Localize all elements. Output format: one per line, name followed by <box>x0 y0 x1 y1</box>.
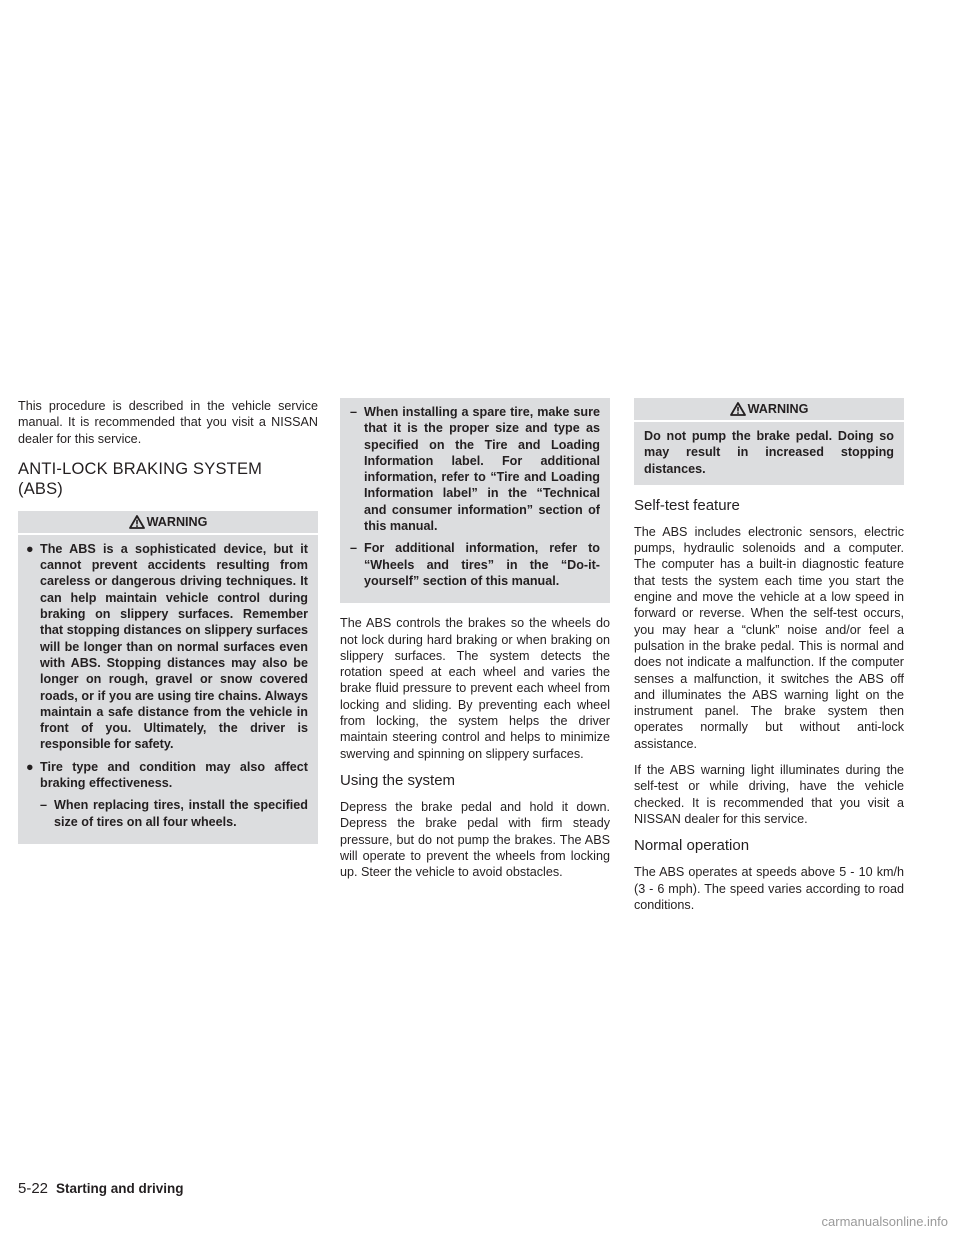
page-footer <box>18 1180 184 1197</box>
section-title-line2: (ABS) <box>18 479 64 498</box>
subheading-normal-operation: Normal operation <box>634 837 750 855</box>
warning-triangle-icon <box>730 402 746 416</box>
warning-dash-3-text: For additional information, refer to “Wheels and tires” in the “Do-it-yourself” section of this manual. <box>364 541 600 588</box>
dash-mark: – <box>350 541 358 556</box>
warning-box-abs <box>18 511 318 844</box>
using-system-paragraph: Depress the brake pedal and hold it down. Depress the brake pedal with firm steady pressure, but do not pump the brakes. The ABS will operate to prevent the wheels from locking up. Steer the vehicle to avoid obstacles. <box>340 799 610 880</box>
warning-dash-3 <box>340 540 610 589</box>
bullet-mark: ● <box>26 541 34 556</box>
dash-mark: – <box>40 798 48 813</box>
column-middle <box>340 398 610 890</box>
warning-box-continued <box>340 398 610 603</box>
page-number: 5-22 <box>18 1180 49 1197</box>
warning-dash-1 <box>18 797 318 830</box>
section-title <box>18 459 318 499</box>
section-title-line1: ANTI-LOCK BRAKING SYSTEM <box>18 459 263 478</box>
watermark: carmanualsonline.info <box>821 1214 948 1229</box>
warning-pump-text: Do not pump the brake pedal. Doing so may result in increased stopping distances. <box>644 429 894 476</box>
warning-bullet-1 <box>18 541 318 753</box>
warning-box-pump <box>634 398 904 485</box>
warning-dash-2 <box>340 404 610 534</box>
footer-section-title: Starting and driving <box>56 1181 184 1196</box>
warning-dash-2-text: When installing a spare tire, make sure that it is the proper size and type as specified on the Tire and Loading Information label. For additional information, refer to “Tire and Loading Information label” in the “Technical and consumer information” section of this manual. <box>364 405 600 534</box>
warning-label: WARNING <box>146 514 208 529</box>
warning-label: WARNING <box>747 402 809 416</box>
warning-bullet-2-text: Tire type and condition may also affect braking effectiveness. <box>40 759 308 791</box>
abs-control-paragraph: The ABS controls the brakes so the wheels do not lock during hard braking or when braking on slippery surfaces. The system detects the rotation speed at each wheel and varies the brake fluid pressure to prevent each wheel from locking and sliding. By preventing each wheel from locking, the system helps the driver maintain steering control and helps to minimize swerving and spinning on slippery surfaces. <box>340 616 610 761</box>
warning-header <box>18 511 318 535</box>
warning-header <box>634 398 904 422</box>
normal-operation-paragraph: The ABS operates at speeds above 5 - 10 km/h (3 - 6 mph). The speed varies according to road conditions. <box>634 865 904 912</box>
dash-mark: – <box>350 405 358 419</box>
column-right <box>634 398 904 923</box>
warning-bullet-1-text: The ABS is a sophisticated device, but it cannot prevent accidents resulting from careless or dangerous driving techniques. It can help maintain vehicle control during braking on slippery surfaces. Remember that stopping distances on slippery surfaces will be longer than on normal surfaces even with ABS. Stopping distances may also be longer on rough, gravel or snow covered roads, or if you are using tire chains. Always maintain a safe distance from the vehicle in front of you. Ultimately, the driver is responsible for safety. <box>40 541 308 752</box>
warning-bullet-2 <box>18 759 318 792</box>
self-test-paragraph: The ABS includes electronic sensors, electric pumps, hydraulic solenoids and a computer. The computer has a built-in diagnostic feature that tests the system each time you start the engine and move the vehicle at a low speed in forward or reverse. When the self-test occurs, you may hear a “clunk” noise and/or feel a pulsation in the brake pedal. This is normal and does not indicate a malfunction. If the computer senses a malfunction, it switches the ABS off and illuminates the ABS warning light on the instrument panel. The brake system then operates normally but without anti-lock assistance. <box>634 524 904 751</box>
column-left <box>18 398 318 856</box>
warning-light-paragraph: If the ABS warning light illuminates during the self-test or while driving, have the vehicle checked. It is recommended that you visit a NISSAN dealer for this service. <box>634 763 904 826</box>
bullet-mark: ● <box>26 759 34 774</box>
intro-paragraph: This procedure is described in the vehicle service manual. It is recommended that you visit a NISSAN dealer for this service. <box>18 399 318 446</box>
warning-dash-1-text: When replacing tires, install the specified size of tires on all four wheels. <box>54 798 308 829</box>
subheading-self-test: Self-test feature <box>634 496 740 514</box>
warning-triangle-icon <box>129 515 145 529</box>
subheading-using-system: Using the system <box>340 771 456 789</box>
